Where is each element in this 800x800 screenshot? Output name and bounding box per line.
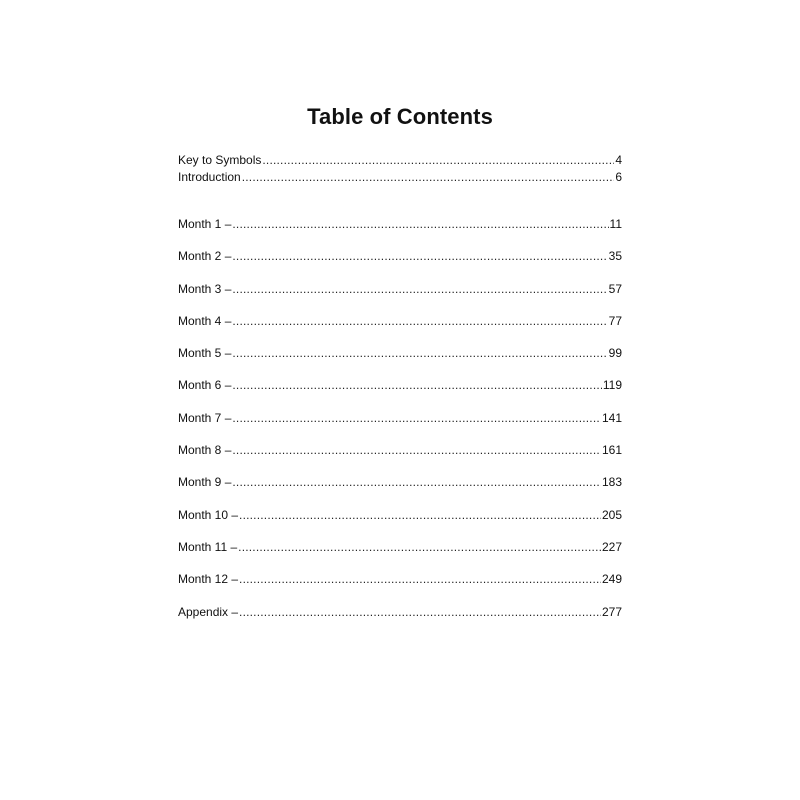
toc-entry-page: 57 (608, 281, 622, 296)
toc-entry-page: 119 (602, 378, 622, 393)
toc-entry-page: 205 (601, 507, 622, 522)
dot-leader (239, 572, 601, 586)
toc-entry-label: Month 8 – (178, 443, 232, 458)
toc-entry-appendix[interactable] (178, 605, 622, 637)
dot-leader (232, 249, 607, 263)
toc-entry-page: 141 (601, 410, 622, 425)
dot-leader (232, 346, 607, 360)
toc-entry-month-10[interactable] (178, 508, 622, 540)
dot-leader (262, 153, 614, 167)
dot-leader (232, 443, 601, 457)
toc-entry-label: Month 1 – (178, 217, 232, 231)
toc-entry-page: 227 (601, 539, 622, 554)
toc-entry-label: Introduction (178, 170, 241, 184)
dot-leader (232, 475, 601, 489)
toc-entry-page: 249 (601, 572, 622, 587)
toc-entry-label: Month 3 – (178, 281, 232, 296)
page-title: Table of Contents (307, 104, 493, 129)
toc-entry-page: 183 (601, 475, 622, 490)
toc-entry-month-7[interactable] (178, 411, 622, 443)
toc-entry-month-3[interactable] (178, 282, 622, 314)
dot-leader (232, 378, 601, 392)
toc-entry-month-2[interactable] (178, 249, 622, 281)
toc-entry-label: Month 10 – (178, 507, 239, 522)
toc-entry-key-to-symbols[interactable] (178, 153, 622, 170)
dot-leader (232, 314, 607, 328)
toc-front-matter (178, 153, 622, 187)
toc-main-list (178, 217, 622, 637)
toc-entry-label: Appendix – (178, 604, 239, 619)
toc-entry-month-6[interactable] (178, 378, 622, 410)
toc-entry-page: 6 (615, 170, 622, 184)
toc-entry-month-4[interactable] (178, 314, 622, 346)
toc-entry-label: Month 4 – (178, 313, 232, 328)
toc-entry-month-9[interactable] (178, 475, 622, 507)
toc-entry-label: Month 7 – (178, 410, 232, 425)
toc-entry-page: 277 (601, 604, 622, 619)
toc-entry-label: Month 5 – (178, 346, 232, 361)
toc-entry-label: Key to Symbols (178, 153, 262, 167)
dot-leader (238, 540, 601, 554)
toc-entry-month-5[interactable] (178, 346, 622, 378)
toc-entry-page: 99 (608, 346, 622, 361)
toc-entry-label: Month 6 – (178, 378, 232, 393)
toc-entry-label: Month 9 – (178, 475, 232, 490)
toc-entry-month-8[interactable] (178, 443, 622, 475)
toc-entry-introduction[interactable] (178, 170, 622, 187)
toc-entry-page: 4 (615, 153, 622, 167)
toc-entry-page: 77 (608, 313, 622, 328)
dot-leader (232, 217, 608, 231)
toc-entry-page: 11 (609, 217, 622, 231)
toc-entry-page: 161 (601, 443, 622, 458)
toc-entry-page: 35 (608, 249, 622, 264)
toc-entry-label: Month 11 – (178, 539, 238, 554)
dot-leader (232, 282, 607, 296)
toc-entry-label: Month 12 – (178, 572, 239, 587)
toc-entry-label: Month 2 – (178, 249, 232, 264)
toc-entry-month-12[interactable] (178, 572, 622, 604)
dot-leader (239, 605, 601, 619)
toc-entry-month-11[interactable] (178, 540, 622, 572)
dot-leader (242, 170, 615, 184)
dot-leader (239, 508, 601, 522)
dot-leader (232, 411, 601, 425)
toc-entry-month-1[interactable] (178, 217, 622, 249)
